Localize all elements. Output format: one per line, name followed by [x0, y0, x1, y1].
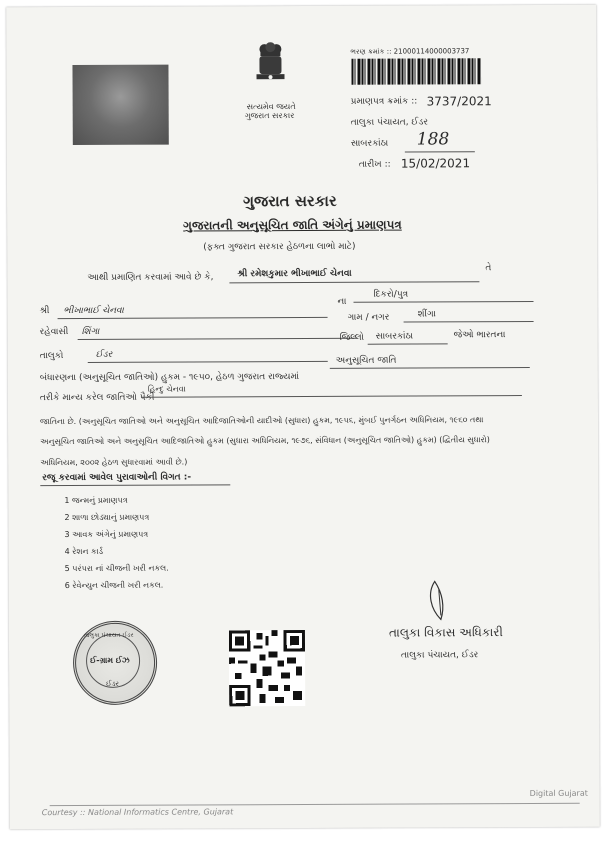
- register-underline: [405, 151, 475, 152]
- document-item: 2 શાળા છોડ્યાનું પ્રમાણપત્ર: [64, 512, 150, 523]
- register-no: 188: [416, 129, 450, 150]
- document-item: 1 જન્મનું પ્રમાણપત્ર: [64, 495, 128, 506]
- para-line-1: જાતિના છે. (અનુસૂચિત જાતિઓ અને અનુસૂચિત આદિજાતિઓની યાદીઓ (સુધારા) હુકમ, ૧૯૫૬, મુંબઈ પુનર્ગઠન અધિનિયમ, ૧૯૬૦ તથા: [39, 415, 484, 427]
- taluka: ઈડર: [95, 349, 113, 360]
- village: શીંગા: [417, 309, 436, 320]
- document-item: 6 રેવેન્યુન ચીજની ખરી નકલ.: [64, 580, 164, 591]
- para-line-2: અનુસૂચિત જાતિઓ અને અનુસૂચિત આદિજાતિઓ હુકમ (સુધારા અધિનિયમ, ૧૯૭૬, સંવિધાન (અનુસૂચિત જાતિઓ) હુકમ) (દ્વિતીય સુધારો): [40, 435, 490, 447]
- signature-office: તાલુકા પંચાયત, ઈડર: [401, 650, 479, 661]
- applicant-photo: [72, 65, 168, 145]
- ashoka-emblem-icon: [242, 42, 298, 102]
- footer-digital-gujarat: Digital Gujarat: [529, 788, 588, 799]
- resident: શિંગા: [81, 326, 100, 337]
- seal-text-top: તાલુકા પંચાયત ઈડર: [83, 631, 134, 639]
- certificate-no-label: પ્રમાણપત્ર ક્રમાંક ::: [350, 96, 418, 107]
- emblem-caption-1: સત્યમેવ જયતે: [246, 102, 296, 112]
- date-label: તારીખ ::: [358, 159, 391, 170]
- certificate-subtitle: ગુજરાતની અનુસૂચિત જાતિ અંગેનું પ્રમાણપત્ર: [183, 217, 402, 233]
- district-underline: [368, 343, 448, 344]
- shri-label: શ્રી: [39, 306, 50, 317]
- te-label: તે: [485, 263, 492, 274]
- father-name: ભીખાભાઈ ચેનવા: [63, 305, 124, 317]
- signature-mark: [421, 579, 461, 623]
- emblem-caption-2: ગુજરાત સરકાર: [244, 111, 295, 121]
- district: સાબરકાંઠા: [375, 331, 414, 342]
- district-field-label: જિલ્લો: [339, 332, 364, 343]
- para-line-3: અધિનિયમ, ૨૦૦૨ હેઠળ સુધારવામાં આવી છે.): [40, 457, 188, 468]
- name-underline: [229, 281, 479, 283]
- certificate-note: (ફક્ત ગુજરાત સરકાર હેઠળના લાભો માટે): [203, 241, 356, 253]
- footer-divider: [50, 803, 580, 806]
- district-label: સાબરકાંઠા: [350, 138, 389, 149]
- taluka-label: તાલુકો: [39, 351, 64, 362]
- na-label: ના: [337, 296, 347, 307]
- page-title: ગુજરાત સરકાર: [243, 191, 337, 211]
- category-underline: [330, 367, 530, 369]
- father-underline: [58, 317, 328, 319]
- relation: દિકરો/પુત્ર: [373, 289, 409, 300]
- documents-heading: રજૂ કરવામાં આવેલ પુરાવાઓની વિગત :-: [42, 472, 192, 484]
- barcode: [351, 58, 481, 85]
- documents-underline: [40, 484, 230, 486]
- order-text: બંધારણના (અનુસૂચિત જાતિઓ) હુકમ - ૧૯૫૦, હેઠળ ગુજરાત રાજ્યમાં: [39, 372, 300, 384]
- village-label: ગામ / નગર: [347, 312, 390, 323]
- official-seal: [73, 621, 157, 705]
- intro-label: આથી પ્રમાણિત કરવામાં આવે છે કે,: [87, 272, 214, 283]
- document-item: 4 રેશન કાર્ડ: [64, 546, 104, 557]
- caste: હિન્દુ ચેનવા: [147, 384, 186, 394]
- resident-underline: [78, 338, 358, 340]
- seal-text-mid: ઈ-ગ્રામ ઈઝ: [90, 655, 130, 665]
- state-label: જેઓ ભારતના: [453, 330, 506, 341]
- village-underline: [404, 321, 534, 323]
- signature-officer: તાલુકા વિકાસ અધિકારી: [388, 625, 503, 640]
- footer-courtesy: Courtesy :: National Informatics Centre, Gujarat: [41, 807, 234, 818]
- document-item: 5 પરંપરા નાં ચીજની ખરી નકલ.: [64, 563, 169, 574]
- document-item: 3 આવક અંગેનું પ્રમાણપત્ર: [64, 529, 149, 540]
- holder-name: શ્રી રમેશકુમાર ભીખાભાઈ ચેનવા: [237, 268, 352, 280]
- caste-underline: [142, 395, 522, 398]
- relation-underline: [353, 301, 533, 303]
- certificate-no: 3737/2021: [426, 94, 492, 109]
- resident-label: રહેવાસી: [39, 327, 69, 338]
- barcode-number: ભરણ ક્રમાંક :: 2100011400000373​7: [350, 47, 470, 56]
- recognized-label: તરીકે માન્ય કરેલ જાતિઓ પૈકી: [39, 392, 155, 404]
- seal-text-bottom: ઈડર: [106, 679, 120, 688]
- certificate-paper: [6, 5, 600, 830]
- category: અનુસૂચિત જાતિ: [335, 355, 397, 366]
- date: 15/02/2021: [400, 156, 471, 171]
- taluka-panchayat: તાલુકા પંચાયત, ઈડર: [350, 117, 428, 128]
- qr-code: [229, 630, 305, 706]
- taluka-underline: [88, 361, 328, 363]
